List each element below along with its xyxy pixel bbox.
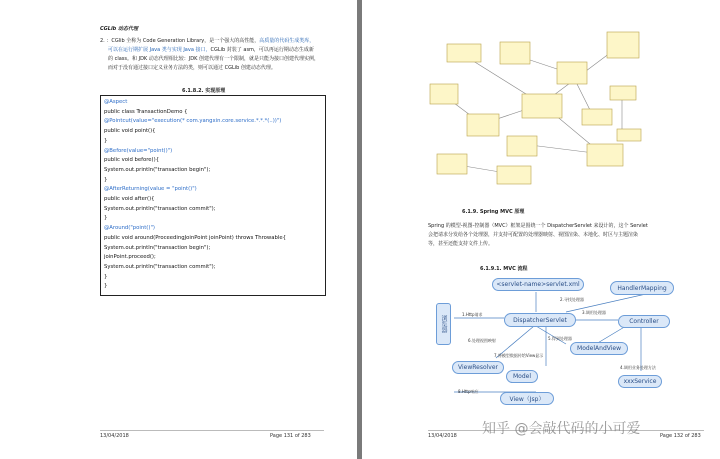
- step-label: 7.将模型数据传给View显示: [494, 353, 544, 358]
- watermark-text: 知乎 @会敲代码的小可爱: [482, 421, 641, 437]
- controller-box: Controller: [618, 315, 670, 328]
- code-line: @AfterReturning(value = "point()"): [104, 186, 197, 193]
- step-label: 2.寻找处理器: [560, 297, 584, 302]
- highlight-text: 高质量的代码生成类库，: [259, 38, 315, 44]
- code-line: @Before(value="point()"): [104, 147, 173, 154]
- footer-page-number: Page 132 of 283: [660, 433, 701, 439]
- browser-box: 浏览器: [436, 303, 451, 345]
- xxx-service-box: xxxService: [618, 375, 662, 388]
- code-block: [100, 95, 326, 296]
- right-page: [362, 0, 720, 459]
- footer-page-number: Page 131 of 283: [270, 433, 311, 439]
- paragraph-line: [100, 37, 314, 45]
- code-line: joinPoint.proceed();: [104, 254, 156, 261]
- step-label: 1.Http请求: [462, 312, 483, 317]
- code-line: public void point(){: [104, 128, 156, 135]
- servlet-xml-box: <servlet-name>servlet.xml: [492, 278, 584, 291]
- model-box: Model: [506, 370, 538, 383]
- highlight-text: 可以在运行期扩展 Java 类与实现 Java 接口，: [108, 47, 211, 53]
- paragraph-text: CGLib 封装了 asm，可以再运行期动态生成新: [210, 47, 314, 53]
- code-line: public void before(){: [104, 157, 160, 164]
- code-line: @Pointcut(value="execution(* com.yangxin.core.service.*.*.*(..))"): [104, 118, 282, 125]
- step-label: 8.Http响应: [458, 389, 479, 394]
- section-heading: 6.1.9. Spring MVC 原理: [462, 209, 525, 215]
- code-line: }: [104, 273, 108, 280]
- code-line: public void around(ProceedingJoinPoint joinPoint) throws Throwable{: [104, 234, 286, 241]
- code-line: }: [104, 137, 108, 144]
- code-line: }: [104, 215, 108, 222]
- footer-date: 13/04/2018: [100, 433, 129, 439]
- class-diagram-image: [422, 14, 652, 194]
- left-page: [0, 0, 357, 459]
- step-label: 4.调用业务处理方法: [620, 365, 656, 370]
- subheading: 6.1.8.2. 实现原理: [182, 88, 226, 94]
- paragraph-line: 等，甚至还能支持文件上传。: [428, 241, 494, 247]
- footer-divider: [100, 430, 324, 431]
- paragraph-line: 的 class。和 JDK 动态代理相比较：JDK 创建代理有一个限制，就是只能为接口创建代理实例，: [108, 56, 319, 62]
- paragraph-text: 2. ：CGlib 全称为 Code Generation Library，是一个强大的高性能，: [100, 38, 260, 44]
- code-line: public void after(){: [104, 196, 155, 202]
- code-line: }: [104, 283, 108, 290]
- view-box: View（Jsp）: [500, 392, 554, 405]
- subheading: 6.1.9.1. MVC 流程: [480, 266, 528, 272]
- code-line: System.out.println("transaction commit");: [104, 205, 216, 212]
- step-label: 3.调用处理器: [582, 310, 606, 315]
- paragraph-line: [108, 46, 314, 54]
- section-heading: CGLib 动态代理: [100, 26, 138, 32]
- footer-date: 13/04/2018: [428, 433, 457, 439]
- code-line: @Around("point()"): [104, 225, 155, 232]
- model-and-view-box: ModelAndView: [570, 342, 628, 355]
- code-line: }: [104, 176, 108, 183]
- code-line: public class TransactionDemo {: [104, 108, 188, 115]
- handler-mapping-box: HandlerMapping: [610, 281, 674, 295]
- paragraph-line: Spring 的模型-视图-控制器（MVC）框架是围绕一个 DispatcherServlet 来设计的，这个 Servlet: [428, 223, 648, 229]
- step-label: 6.处理视图映射: [468, 338, 496, 343]
- code-line: System.out.println("transaction begin");: [104, 166, 211, 173]
- step-label: 5.得到处理器: [548, 336, 572, 341]
- dispatcher-servlet-box: DispatcherServlet: [504, 313, 576, 327]
- paragraph-line: 而对于没有通过接口定义业务方法的类，则可以通过 CGLib 创建动态代理。: [108, 65, 276, 71]
- code-line: System.out.println("transaction commit");: [104, 263, 216, 270]
- paragraph-line: 会把请求分发给各个处理器，并支持可配置的处理器映射、视图渲染、本地化、时区与主题渲染: [428, 232, 639, 238]
- view-resolver-box: ViewResolver: [452, 361, 504, 374]
- code-line: System.out.println("transaction begin");: [104, 244, 211, 251]
- code-line: @Aspect: [104, 99, 128, 105]
